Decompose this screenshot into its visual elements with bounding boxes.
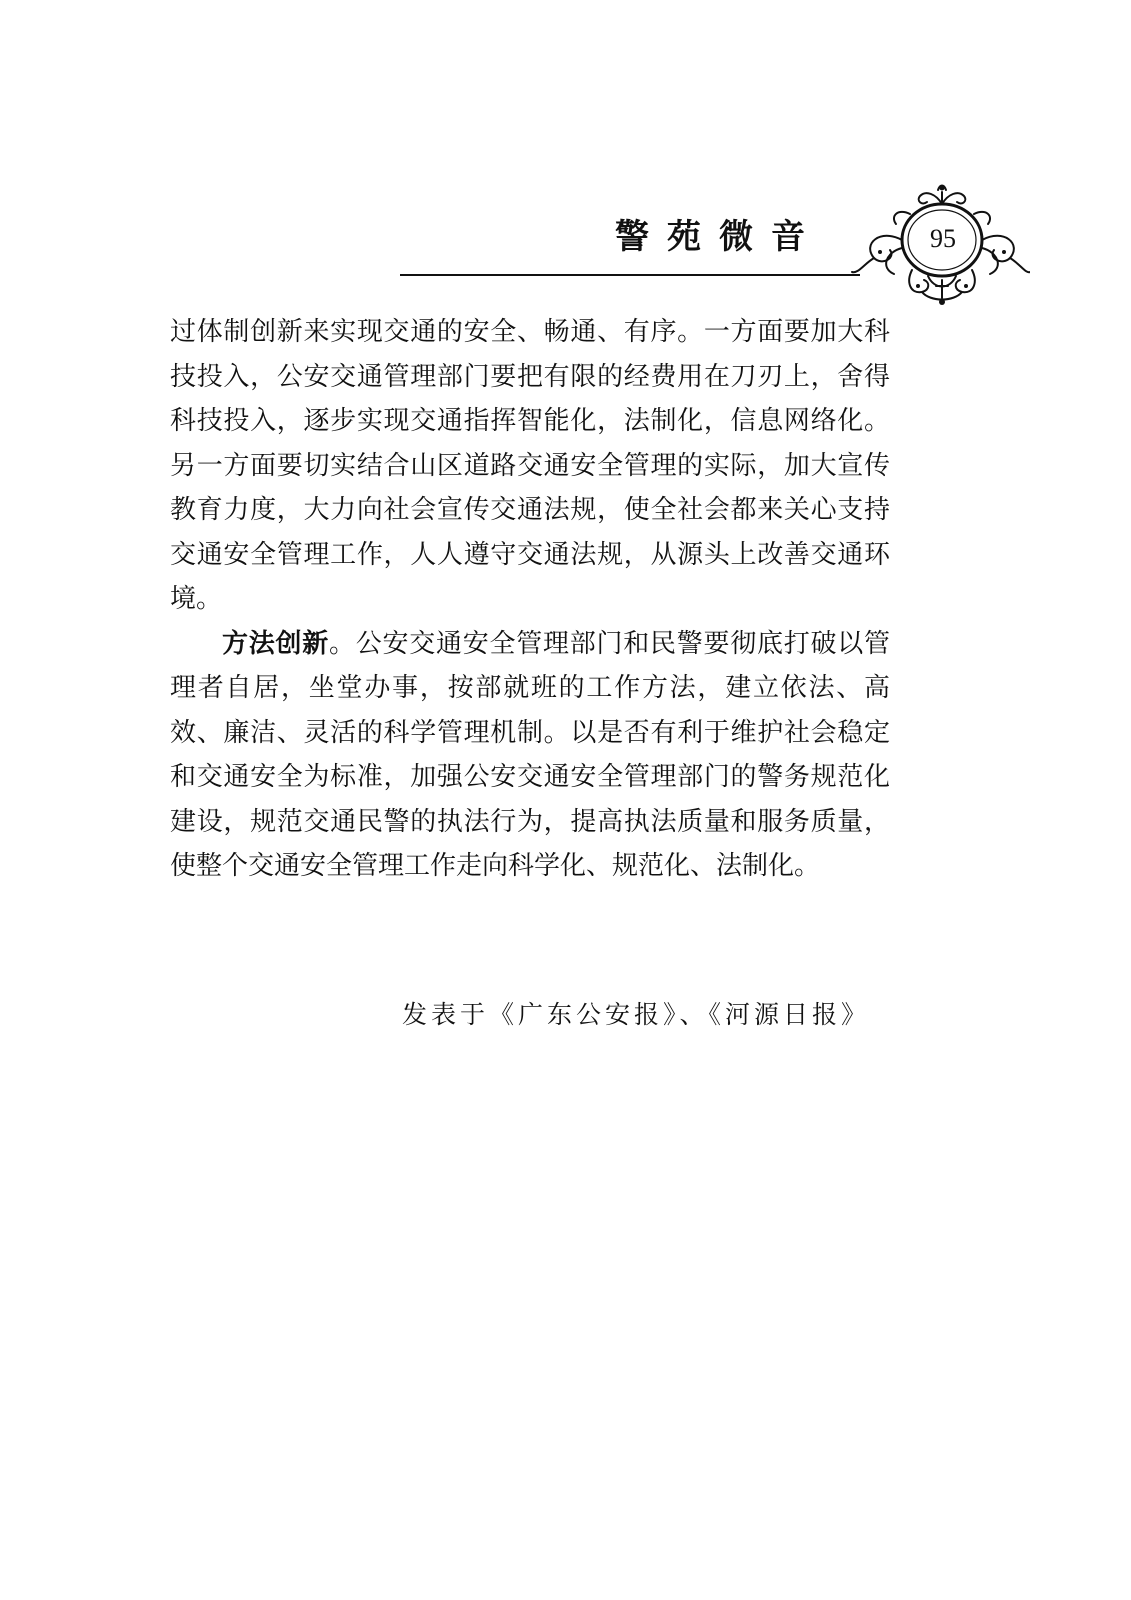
header-rule xyxy=(400,274,860,276)
paragraph xyxy=(170,622,890,889)
paragraph-text: 。公安交通安全管理部门和民警要彻底打破以管理者自居，坐堂办事，按部就班的工作方法，建立依法、高效、廉洁、灵活的科学管理机制。以是否有利于维护社会稳定和交通安全为标准，加强公安交通安全管理部门的警务规范化建设，规范交通民警的执法行为，提高执法质量和服务质量，使整个交通安全管理工作走向科学化、规范化、法制化。 xyxy=(170,628,890,881)
section-title: 警苑微音 xyxy=(615,217,823,257)
publication-source: 发表于《广东公安报》、《河源日报》 xyxy=(401,1000,870,1029)
paragraph: 过体制创新来实现交通的安全、畅通、有序。一方面要加大科技投入，公安交通管理部门要把有限的经费用在刀刃上，舍得科技投入，逐步实现交通指挥智能化，法制化，信息网络化。另一方面要切实结合山区道路交通安全管理的实际，加大宣传教育力度，大力向社会宣传交通法规，使全社会都来关心支持交通安全管理工作，人人遵守交通法规，从源头上改善交通环境。 xyxy=(170,317,890,614)
body-text xyxy=(170,310,890,889)
page-number: 95 xyxy=(930,224,956,253)
paragraph-lead: 方法创新 xyxy=(222,628,329,659)
